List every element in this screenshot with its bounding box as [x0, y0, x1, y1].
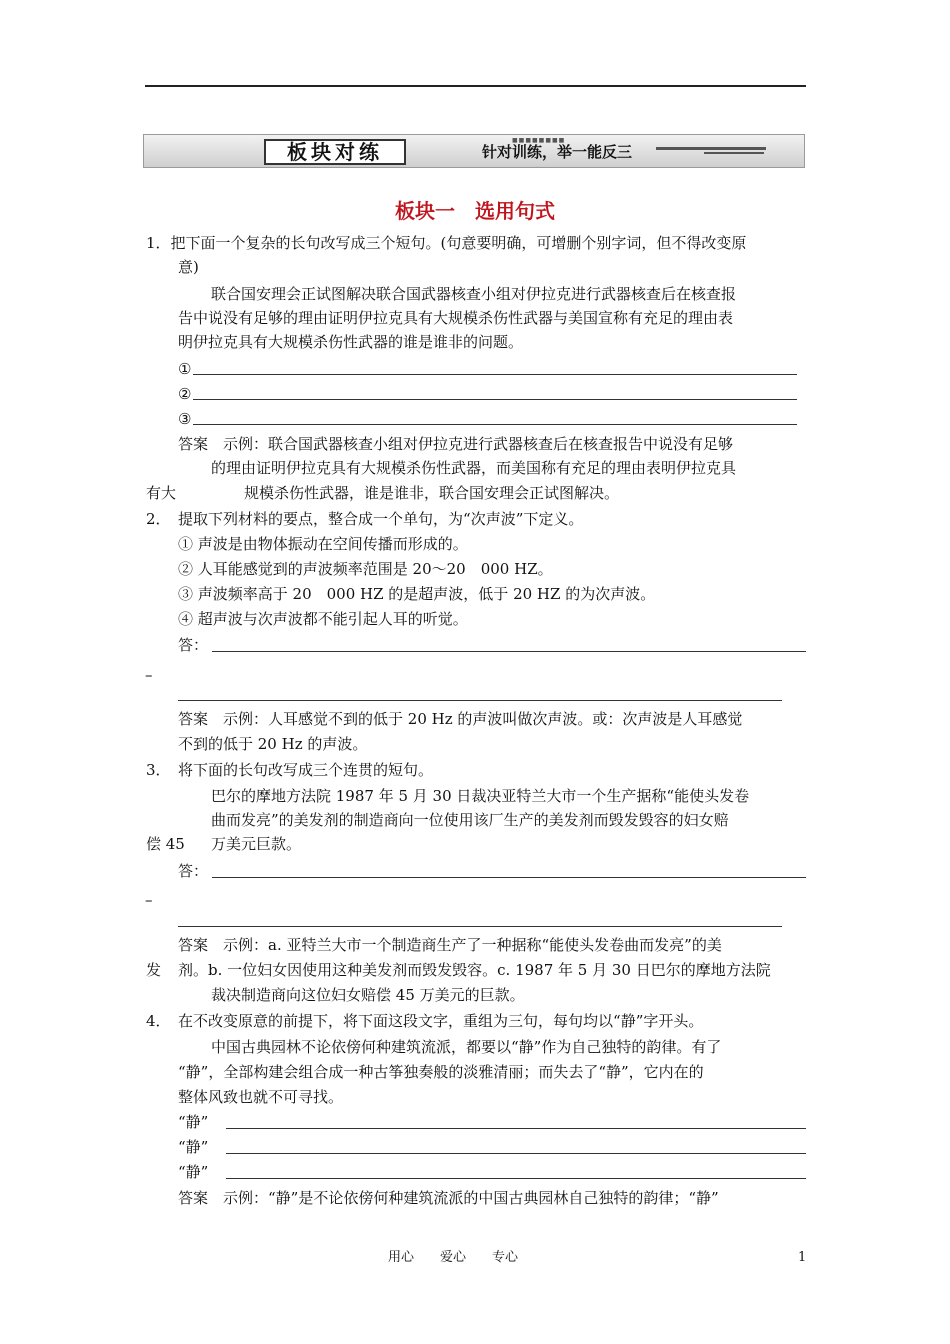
q1-passage-line: 告中说没有足够的理由证明伊拉克具有大规模杀伤性武器与美国宣称有充足的理由表: [178, 309, 734, 327]
q4-passage-line: 中国古典园林不论依傍何种建筑流派，都要以“静”作为自己独特的韵律。有了: [211, 1038, 722, 1056]
q1-passage-line: 联合国安理会正试图解决联合国武器核查小组对伊拉克进行武器核查后在核查报: [211, 285, 737, 303]
banner-stripe-decoration: [656, 147, 766, 150]
q1-answer-line[interactable]: [193, 399, 797, 400]
q1-stem-cont: 意): [178, 258, 199, 276]
q3-answer-text: 答案 示例：a. 亚特兰大市一个制造商生产了一种据称“能使头发卷曲而发亮”的美: [178, 936, 722, 954]
q2-item: ③ 声波频率高于 20 000 HZ 的是超声波，低于 20 HZ 的为次声波。: [178, 585, 656, 603]
q2-stem: 2． 提取下列材料的要点，整合成一个单句，为“次声波”下定义。: [146, 510, 584, 528]
header-rule: [145, 85, 806, 87]
q1-blank-marker: ①: [178, 360, 192, 378]
page-number: 1: [798, 1250, 807, 1265]
q3-passage-line: 巴尔的摩地方法院 1987 年 5 月 30 日裁决亚特兰大市一个生产据称“能使头发卷: [211, 787, 750, 805]
q4-blank-marker: “静”: [178, 1138, 209, 1156]
q3-passage-line: 偿 45: [146, 835, 185, 853]
q1-passage-line: 明伊拉克具有大规模杀伤性武器的谁是谁非的问题。: [178, 333, 524, 351]
q3-answer-line-2[interactable]: [178, 926, 782, 927]
q4-answer-line[interactable]: [226, 1128, 806, 1129]
q2-item: ① 声波是由物体振动在空间传播而形成的。: [178, 535, 468, 553]
q3-answer-text: 剂。b. 一位妇女因使用这种美发剂而毁发毁容。c. 1987 年 5 月 30 日巴尔的摩地方法院: [178, 961, 771, 979]
q4-passage-line: “静”，全部构建会组合成一种古筝独奏般的淡雅清丽；而失去了“静”，它内在的: [178, 1063, 704, 1081]
q3-passage-line: 曲而发亮”的美发剂的制造商向一位使用该厂生产的美发剂而毁发毁容的妇女赔: [211, 811, 729, 829]
q2-dash: –: [145, 666, 153, 684]
q3-answer-text: 发: [146, 961, 162, 979]
q3-answer-label: 答：: [178, 862, 209, 880]
q3-answer-text: 裁决制造商向这位妇女赔偿 45 万美元的巨款。: [211, 986, 525, 1004]
q1-blank-marker: ③: [178, 410, 192, 428]
q2-answer-label: 答：: [178, 636, 209, 654]
footer-motto: 用心 爱心 专心: [388, 1250, 519, 1265]
q1-answer-line-text: 答案 示例：联合国武器核查小组对伊拉克进行武器核查后在核查报告中说没有足够: [178, 435, 734, 453]
q3-passage-line: 万美元巨款。: [211, 835, 302, 853]
q2-answer-text: 不到的低于 20 Hz 的声波。: [178, 735, 368, 753]
q3-stem: 3． 将下面的长句改写成三个连贯的短句。: [146, 761, 434, 779]
q1-answer-line-text: 的理由证明伊拉克具有大规模杀伤性武器，而美国称有充足的理由表明伊拉克具: [211, 459, 737, 477]
q4-passage-line: 整体风致也就不可寻找。: [178, 1088, 344, 1106]
q1-blank-marker: ②: [178, 385, 192, 403]
q2-answer-text: 答案 示例：人耳感觉不到的低于 20 Hz 的声波叫做次声波。或：次声波是人耳感觉: [178, 710, 743, 728]
q4-answer-text: 答案 示例：“静”是不论依傍何种建筑流派的中国古典园林自己独特的韵律；“静”: [178, 1189, 719, 1207]
section-title: 板块一 选用句式: [395, 199, 555, 223]
banner-dots-decoration: ■■■■■■■■: [512, 137, 566, 144]
q4-blank-marker: “静”: [178, 1163, 209, 1181]
q1-answer-line[interactable]: [193, 374, 797, 375]
q3-answer-line[interactable]: [212, 877, 806, 878]
banner-label: 板块对练: [264, 139, 406, 165]
q1-answer-line[interactable]: [193, 424, 797, 425]
section-banner: [143, 134, 805, 168]
q1-stem: 1．把下面一个复杂的长句改写成三个短句。(句意要明确，可增删个别字词，但不得改变原: [146, 234, 747, 252]
q2-answer-line-2[interactable]: [178, 700, 782, 701]
q4-stem: 4． 在不改变原意的前提下，将下面这段文字，重组为三句，每句均以“静”字开头。: [146, 1012, 704, 1030]
q2-answer-line[interactable]: [212, 651, 806, 652]
q2-item: ② 人耳能感觉到的声波频率范围是 20～20 000 HZ。: [178, 560, 553, 578]
q1-answer-line-text: 有大: [146, 484, 177, 502]
q4-blank-marker: “静”: [178, 1113, 209, 1131]
q4-answer-line[interactable]: [226, 1178, 806, 1179]
q2-item: ④ 超声波与次声波都不能引起人耳的听觉。: [178, 610, 468, 628]
q1-answer-line-text: 规模杀伤性武器，谁是谁非，联合国安理会正试图解决。: [244, 484, 620, 502]
banner-stripe-decoration-2: [704, 152, 764, 154]
q3-dash: –: [145, 891, 153, 909]
q4-answer-line[interactable]: [226, 1153, 806, 1154]
banner-subtitle: 针对训练，举一能反三: [482, 143, 633, 161]
